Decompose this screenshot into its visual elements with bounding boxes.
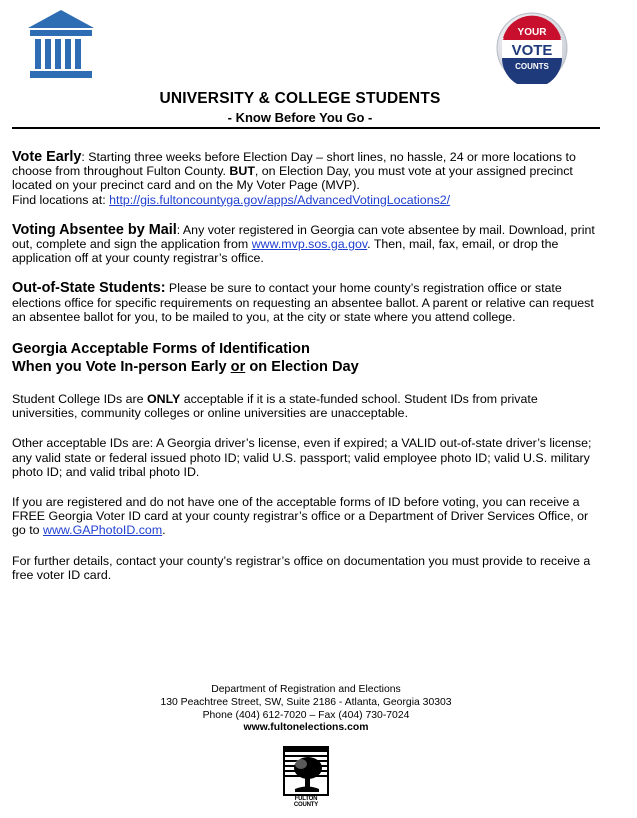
- student-ids-text1: Student College IDs are: [12, 392, 147, 407]
- badge-line1: YOUR: [517, 27, 547, 38]
- student-ids-text2: acceptable if it is a state-funded school. Student IDs from private universities, community colleges or online universities are unacceptable.: [12, 392, 538, 421]
- footer-website: www.fultonelections.com: [243, 722, 369, 734]
- student-ids-paragraph: [12, 392, 602, 420]
- id-heading-or: or: [230, 359, 246, 376]
- your-vote-counts-badge: [496, 12, 568, 84]
- page-title: UNIVERSITY & COLLEGE STUDENTS: [159, 90, 441, 107]
- mvp-sos-link[interactable]: www.mvp.sos.ga.gov: [251, 237, 368, 252]
- page-subtitle: - Know Before You Go -: [227, 110, 373, 125]
- vote-early-but: BUT: [229, 164, 255, 179]
- id-heading-line2b: on Election Day: [245, 359, 359, 376]
- advanced-voting-locations-link[interactable]: http://gis.fultoncountyga.gov/apps/AdvancedVotingLocations2/: [109, 192, 451, 207]
- id-heading: [12, 340, 602, 376]
- vote-early-paragraph: [12, 150, 602, 207]
- further-details-paragraph: For further details, contact your county’s registrar’s office on documentation you must provide to receive a free voter ID card.: [12, 553, 591, 582]
- absentee-heading: Voting Absentee by Mail: [12, 221, 177, 238]
- vote-early-text1: : Starting three weeks before Election Day – short lines, no hassle, 24 or more locations to choose from throughout Fulton County.: [12, 150, 576, 179]
- id-heading-line1: Georgia Acceptable Forms of Identification: [12, 341, 310, 358]
- free-id-text2: .: [162, 523, 166, 538]
- free-id-paragraph: [12, 495, 602, 538]
- student-ids-only: ONLY: [147, 392, 181, 407]
- absentee-text1: : Any voter registered in Georgia can vote absentee by mail. Download, print out, complete and sign the application from: [12, 222, 595, 252]
- out-of-state-paragraph: [12, 281, 602, 324]
- vote-early-text2: , on Election Day, you must vote at your assigned precinct located on your precinct card and on the My Voter Page (MVP).: [12, 164, 573, 193]
- out-of-state-text: Please be sure to contact your home county’s registration office or state elections office for specific requirements on requesting an absentee ballot. A parent or relative can request an absentee ballot for you, to be mailed to you, at the city or state where you attend college.: [12, 281, 594, 324]
- other-ids-paragraph: Other acceptable IDs are: A Georgia driver’s license, even if expired; a VALID out-of-state driver’s license; any valid state or federal issued photo ID; valid U.S. passport; valid employee photo ID; valid U.S. military photo ID; and valid tribal photo ID.: [12, 436, 592, 479]
- out-of-state-heading: Out-of-State Students:: [12, 280, 166, 297]
- absentee-text2: . Then, mail, fax, email, or drop the application off at your county registrar’s office.: [12, 237, 559, 266]
- absentee-paragraph: [12, 223, 602, 266]
- courthouse-columns-icon: [26, 8, 96, 80]
- free-id-text1: If you are registered and do not have one of the acceptable forms of ID before voting, you can receive a FREE Georgia Voter ID card at your county registrar’s office or a Department of Driver Services Office, or go to: [12, 495, 589, 538]
- gaphotoid-link[interactable]: www.GAPhotoID.com: [43, 523, 163, 538]
- fulton-county-logo-text: FULTON COUNTY: [293, 796, 319, 808]
- badge-line2: VOTE: [511, 42, 553, 59]
- footer-phone: Phone (404) 612-7020 – Fax (404) 730-7024: [202, 709, 410, 721]
- main-content: [12, 150, 602, 594]
- footer: [0, 684, 612, 735]
- title-divider: [12, 127, 600, 129]
- id-heading-line2a: When you Vote In-person Early: [12, 359, 231, 376]
- badge-line3: COUNTS: [515, 62, 549, 71]
- vote-early-heading: Vote Early: [12, 149, 82, 165]
- id-heading-line2: [12, 358, 602, 376]
- vote-early-find: Find locations at:: [12, 192, 110, 207]
- footer-address: 130 Peachtree Street, SW, Suite 2186 - Atlanta, Georgia 30303: [160, 696, 452, 708]
- footer-dept: Department of Registration and Elections: [211, 684, 401, 695]
